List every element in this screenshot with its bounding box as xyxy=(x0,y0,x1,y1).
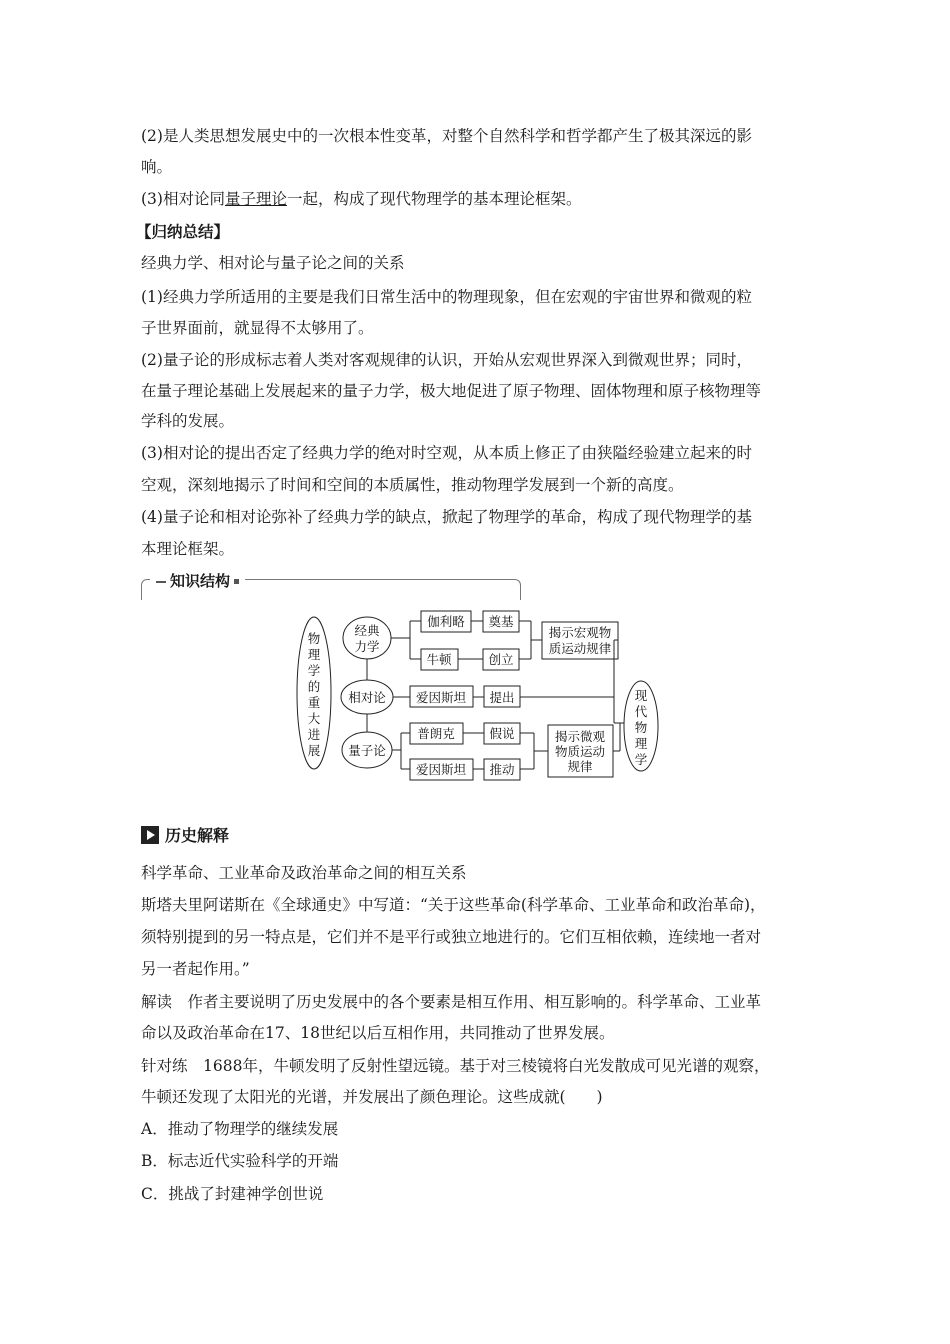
intro-line-2: 响。 xyxy=(141,158,173,176)
interpret-line: 命以及政治革命在17、18世纪以后互相作用，共同推动了世界发展。 xyxy=(141,1024,615,1042)
left-oval-char: 物 xyxy=(307,631,321,646)
promote-label: 推动 xyxy=(489,762,515,777)
foundation-label: 奠基 xyxy=(488,614,514,629)
right-oval-char: 物 xyxy=(634,720,648,735)
micro-law-label: 揭示微观 xyxy=(554,729,606,744)
propose-label: 提出 xyxy=(489,690,515,705)
newton-label: 牛顿 xyxy=(426,652,452,667)
left-oval-char: 进 xyxy=(307,727,321,742)
classical-label: 力学 xyxy=(354,639,380,654)
right-oval-char: 学 xyxy=(634,752,648,767)
summary-line: 空观，深刻地揭示了时间和空间的本质属性，推动物理学发展到一个新的高度。 xyxy=(141,476,684,494)
option-a: A．推动了物理学的继续发展 xyxy=(141,1120,339,1138)
quote-line: 另一者起作用。” xyxy=(141,960,250,978)
left-oval-char: 展 xyxy=(307,743,321,758)
macro-law-label: 揭示宏观物 xyxy=(548,625,612,640)
left-oval-char: 大 xyxy=(307,711,321,726)
einstein2-label: 爱因斯坦 xyxy=(415,762,467,777)
history-heading-text: 历史解释 xyxy=(165,826,230,845)
summary-line: (3)相对论的提出否定了经典力学的绝对时空观，从本质上修正了由狭隘经验建立起来的时 xyxy=(141,444,752,462)
summary-line: (2)量子论的形成标志着人类对客观规律的认识，开始从宏观世界深入到微观世界；同时， xyxy=(141,351,752,369)
macro-law-label: 质运动规律 xyxy=(548,641,612,656)
classical-label: 经典 xyxy=(354,623,380,638)
relativity-label: 相对论 xyxy=(348,690,386,705)
quantum-label: 量子论 xyxy=(348,743,386,758)
exercise-line: 牛顿还发现了太阳光的光谱，并发展出了颜色理论。这些成就( ) xyxy=(141,1088,603,1106)
create-label: 创立 xyxy=(488,652,514,667)
summary-line: (1)经典力学所适用的主要是我们日常生活中的物理现象，但在宏观的宇宙世界和微观的粒 xyxy=(141,288,752,306)
planck-label: 普朗克 xyxy=(417,726,455,741)
summary-line: 学科的发展。 xyxy=(141,412,235,430)
intro-line-1: (2)是人类思想发展史中的一次根本性变革，对整个自然科学和哲学都产生了极其深远的影 xyxy=(141,127,752,145)
option-c: C．挑战了封建神学创世说 xyxy=(141,1185,324,1203)
summary-subtitle: 经典力学、相对论与量子论之间的关系 xyxy=(141,254,405,272)
micro-law-label: 物质运动 xyxy=(554,744,606,759)
intro-line-3-pre: (3)相对论同 xyxy=(141,190,225,208)
knowledge-title-text: 知识结构 xyxy=(170,572,231,590)
right-oval-char: 代 xyxy=(634,704,648,719)
left-oval-char: 的 xyxy=(307,679,321,694)
summary-heading: 【归纳总结】 xyxy=(136,223,230,241)
galileo-label: 伽利略 xyxy=(427,614,465,629)
left-oval-char: 重 xyxy=(307,695,321,710)
play-icon xyxy=(141,826,159,844)
left-oval-char: 学 xyxy=(307,663,321,678)
left-oval-char: 理 xyxy=(307,647,321,662)
summary-line: (4)量子论和相对论弥补了经典力学的缺点，掀起了物理学的革命，构成了现代物理学的基 xyxy=(141,508,752,526)
summary-line: 在量子理论基础上发展起来的量子力学，极大地促进了原子物理、固体物理和原子核物理等 xyxy=(141,382,762,400)
quote-line: 须特别提到的另一特点是，它们并不是平行或独立地进行的。它们互相依赖，连续地一者对 xyxy=(141,928,762,946)
option-b: B．标志近代实验科学的开端 xyxy=(141,1152,339,1170)
einstein-label: 爱因斯坦 xyxy=(415,690,467,705)
right-oval-char: 理 xyxy=(634,736,648,751)
interpret-line: 解读 作者主要说明了历史发展中的各个要素是相互作用、相互影响的。科学革命、工业革 xyxy=(141,993,762,1011)
summary-line: 本理论框架。 xyxy=(141,540,235,558)
micro-law-label: 规律 xyxy=(567,759,593,774)
quantum-theory-underlined: 量子理论 xyxy=(224,190,287,208)
history-heading xyxy=(141,823,229,846)
history-subtitle: 科学革命、工业革命及政治革命之间的相互关系 xyxy=(141,864,467,882)
quote-line: 斯塔夫里阿诺斯在《全球通史》中写道：“关于这些革命(科学革命、工业革命和政治革命)， xyxy=(141,896,766,914)
summary-line: 子世界面前，就显得不太够用了。 xyxy=(141,319,374,337)
exercise-line: 针对练 1688年，牛顿发明了反射性望远镜。基于对三棱镜将白光发散成可见光谱的观察， xyxy=(141,1057,770,1075)
right-oval-char: 现 xyxy=(634,688,648,703)
intro-line-3-post: 一起，构成了现代物理学的基本理论框架。 xyxy=(286,190,582,208)
hypothesis-label: 假说 xyxy=(489,726,515,741)
